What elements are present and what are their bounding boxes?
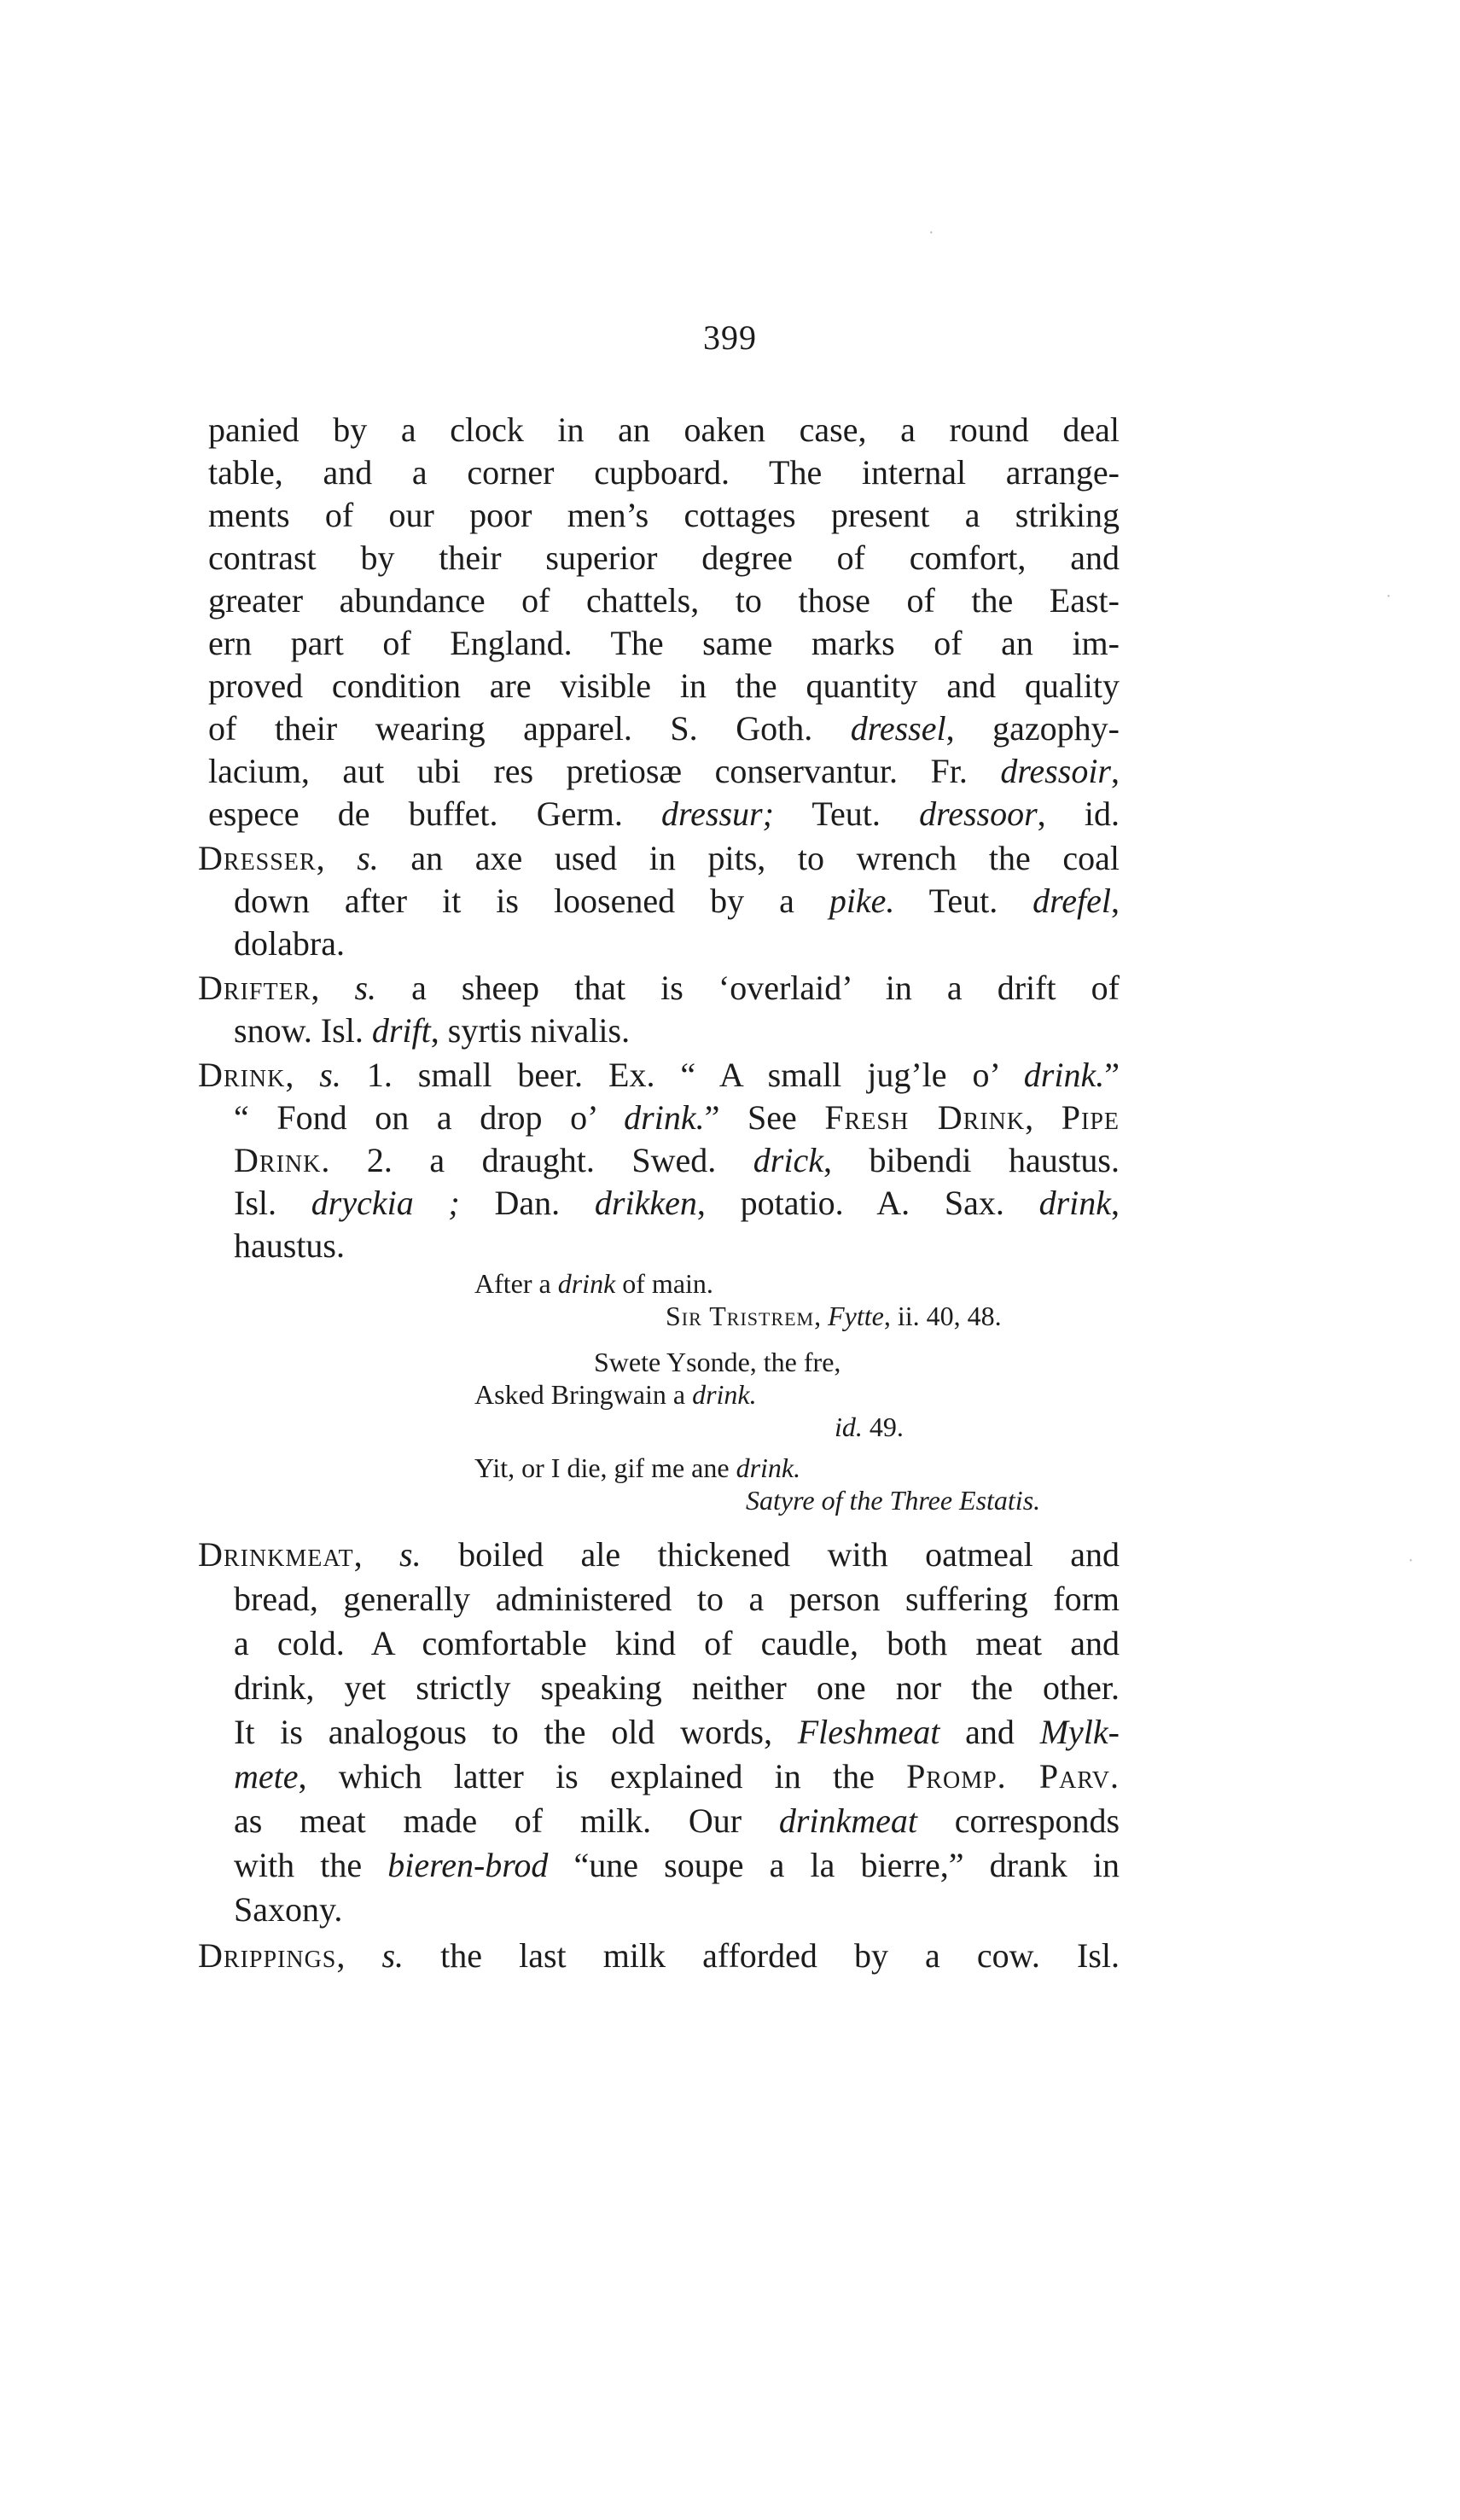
page-number: 399 <box>703 318 757 357</box>
speck-mark: · <box>1408 1551 1414 1570</box>
entry-drifter: Drifter, s. a sheep that is ‘overlaid’ in a drift of <box>198 969 1120 1007</box>
headword-drink: Drink <box>198 1056 286 1094</box>
text-line: proved condition are visible in the quantity and quality <box>208 666 1120 705</box>
text-line: dolabra. <box>234 924 345 963</box>
text-line: as meat made of milk. Our drinkmeat corresponds <box>234 1801 1120 1840</box>
text-line: table, and a corner cupboard. The internal arrange- <box>208 453 1120 492</box>
headword-drinkmeat: Drinkmeat <box>198 1535 354 1574</box>
text-line: Drink. 2. a draught. Swed. drick, bibendi haustus. <box>234 1141 1120 1179</box>
text-line: Isl. dryckia ; Dan. drikken, potatio. A. Sax. drink, <box>234 1184 1120 1222</box>
entry-drink: Drink, s. 1. small beer. Ex. “ A small jug’le o’ drink.” <box>198 1056 1120 1094</box>
text-line: a cold. A comfortable kind of caudle, both meat and <box>234 1624 1120 1662</box>
text-line: espece de buffet. Germ. dressur; Teut. dressoor, id. <box>208 794 1120 833</box>
text-line: ments of our poor men’s cottages present a striking <box>208 496 1120 534</box>
headword-drifter: Drifter <box>198 969 311 1007</box>
text-line: It is analogous to the old words, Fleshmeat and Mylk- <box>234 1713 1120 1751</box>
entry-dresser: Dresser, s. an axe used in pits, to wrench the coal <box>198 839 1120 877</box>
quote-line: Swete Ysonde, the fre, <box>594 1347 841 1377</box>
text-line: with the bieren-brod “une soupe a la bierre,” drank in <box>234 1846 1120 1884</box>
text-line: lacium, aut ubi res pretiosæ conservantur. Fr. dressoir, <box>208 752 1120 790</box>
text-line: ern part of England. The same marks of an im- <box>208 624 1120 662</box>
text-line: “ Fond on a drop o’ drink.” See Fresh Drink, Pipe <box>234 1098 1120 1137</box>
quote-source: id. 49. <box>835 1411 904 1442</box>
entry-drippings: Drippings, s. the last milk afforded by a cow. Isl. <box>198 1936 1120 1975</box>
text-line: Saxony. <box>234 1890 343 1929</box>
text-line: drink, yet strictly speaking neither one nor the other. <box>234 1668 1120 1707</box>
text-line: bread, generally administered to a person suffering form <box>234 1580 1120 1618</box>
text-line: panied by a clock in an oaken case, a round deal <box>208 410 1120 449</box>
quote-source: Satyre of the Three Estatis. <box>746 1485 1041 1516</box>
quote-line: Asked Bringwain a drink. <box>474 1379 757 1410</box>
text-line: snow. Isl. drift, syrtis nivalis. <box>234 1011 631 1050</box>
speck-mark: · <box>928 224 934 242</box>
text-line: contrast by their superior degree of comfort, and <box>208 538 1120 577</box>
text-line: mete, which latter is explained in the Promp. Parv. <box>234 1757 1120 1795</box>
headword-drippings: Drippings <box>198 1936 337 1975</box>
text-line: greater abundance of chattels, to those of the East- <box>208 581 1120 620</box>
text-line: of their wearing apparel. S. Goth. dressel, gazophy- <box>208 709 1120 748</box>
speck-mark: · <box>1386 587 1392 606</box>
quote-source: Sir Tristrem, Fytte, ii. 40, 48. <box>666 1301 1002 1331</box>
text-line: down after it is loosened by a pike. Teut. drefel, <box>234 882 1120 920</box>
quote-line: After a drink of main. <box>474 1268 713 1299</box>
quote-line: Yit, or I die, gif me ane drink. <box>474 1452 801 1483</box>
headword-dresser: Dresser <box>198 839 317 877</box>
entry-drinkmeat: Drinkmeat, s. boiled ale thickened with oatmeal and <box>198 1535 1120 1574</box>
text-line: haustus. <box>234 1226 345 1265</box>
